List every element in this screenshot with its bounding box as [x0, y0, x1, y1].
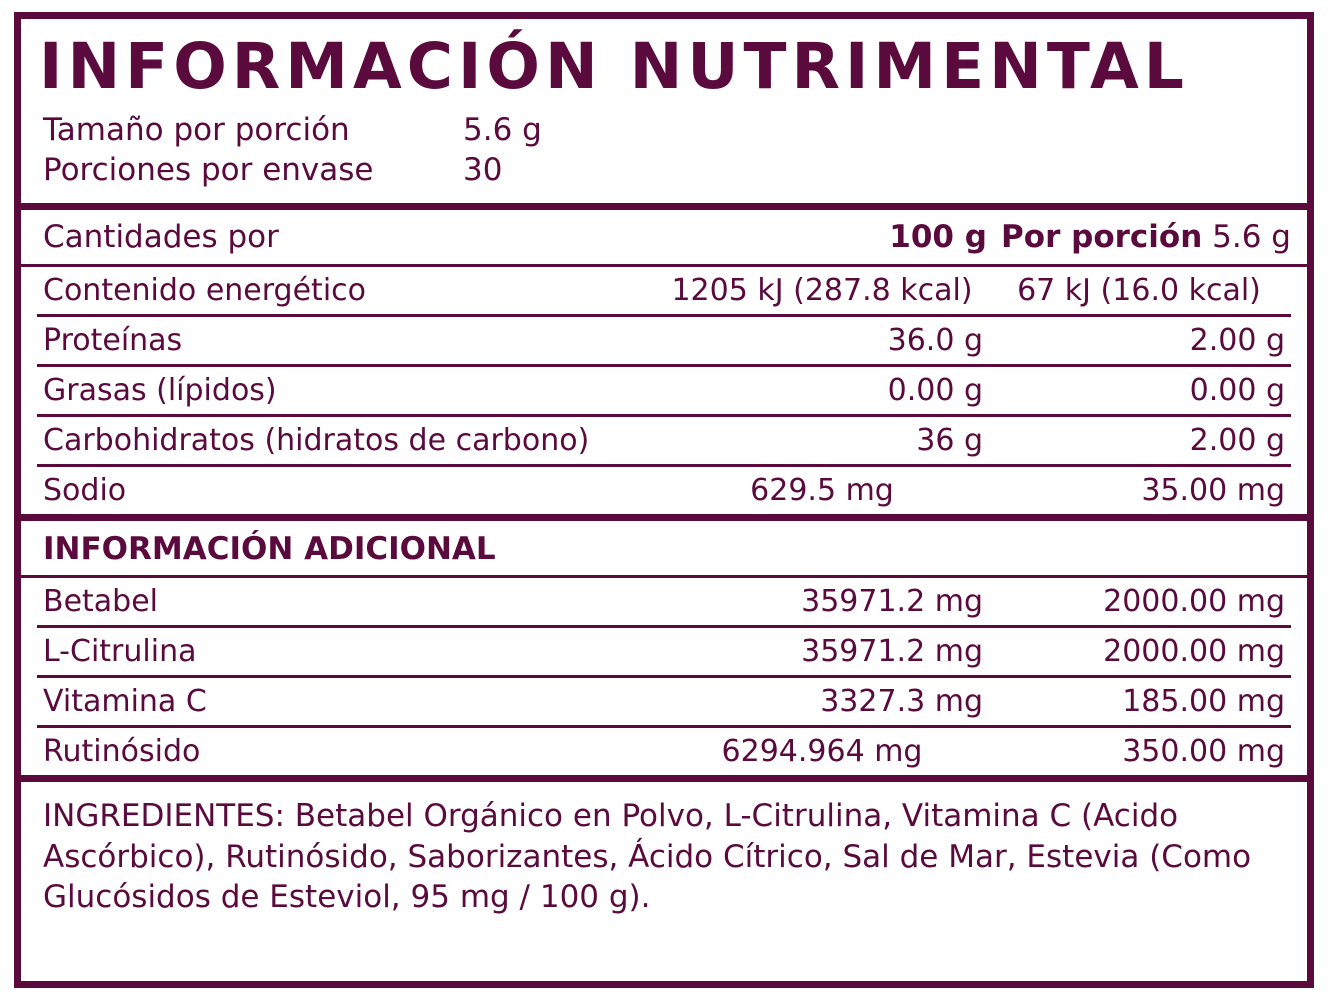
- serving-info-block: [21, 104, 1307, 203]
- additional-name: L-Citrulina: [43, 633, 197, 669]
- table-row: [37, 465, 1291, 514]
- additional-per-100g: 6294.964 mg: [721, 733, 923, 769]
- nutrient-name: Proteínas: [43, 322, 183, 358]
- table-row: [37, 415, 1291, 464]
- servings-per-container-row: [43, 150, 1289, 190]
- nutrient-per-100g: 0.00 g: [887, 372, 983, 408]
- servings-per-container-value: 30: [463, 152, 503, 189]
- nutrient-per-100g: 36 g: [916, 422, 983, 458]
- nutrients-body-table: [37, 267, 1291, 514]
- nutrient-per-100g: 36.0 g: [887, 322, 983, 358]
- nutrient-per-serving: 2.00 g: [1189, 322, 1285, 358]
- additional-name: Betabel: [43, 583, 159, 619]
- additional-table: [37, 578, 1291, 775]
- additional-per-100g: 3327.3 mg: [820, 683, 983, 719]
- table-row: [37, 626, 1291, 675]
- additional-per-serving: 2000.00 mg: [1103, 633, 1285, 669]
- divider-thick-top: [21, 203, 1307, 210]
- ingredients-text: INGREDIENTES: Betabel Orgánico en Polvo, L-Citrulina, Vitamina C (Acido Ascórbico), Rutinósido, Saborizantes, Ácido Cítrico, Sal de Mar, Estevia (Como Glucósidos de Esteviol, 95 mg / 100 g).: [43, 797, 1252, 916]
- nutrient-per-100g: 1205 kJ (287.8 kcal): [671, 272, 973, 308]
- table-header-row: [37, 210, 1291, 264]
- title-block: [21, 19, 1307, 104]
- header-per-100g: 100 g: [889, 218, 987, 255]
- additional-per-100g: 35971.2 mg: [801, 633, 983, 669]
- table-row: [37, 267, 1291, 314]
- nutrient-per-serving: 2.00 g: [1189, 422, 1285, 458]
- table-row: [37, 365, 1291, 414]
- additional-info-title: INFORMACIÓN ADICIONAL: [43, 530, 496, 567]
- nutrient-name: Contenido energético: [43, 272, 366, 308]
- table-row: [37, 578, 1291, 625]
- additional-table-wrap: [21, 578, 1307, 775]
- bottom-spacer: [21, 918, 1307, 981]
- page-title: INFORMACIÓN NUTRIMENTAL: [39, 30, 1189, 103]
- nutrient-per-serving: 35.00 mg: [1141, 472, 1285, 508]
- header-amounts-per: Cantidades por: [43, 218, 279, 255]
- nutrient-per-serving: 0.00 g: [1189, 372, 1285, 408]
- additional-per-100g: 35971.2 mg: [801, 583, 983, 619]
- servings-per-container-label: Porciones por envase: [43, 152, 374, 189]
- additional-name: Rutinósido: [43, 733, 201, 769]
- serving-size-value: 5.6 g: [463, 112, 542, 148]
- additional-per-serving: 2000.00 mg: [1103, 583, 1285, 619]
- nutrient-name: Carbohidratos (hidratos de carbono): [43, 422, 590, 458]
- header-per-serving: [987, 210, 1291, 264]
- header-per-serving-label: Por porción: [1001, 218, 1203, 255]
- serving-size-label: Tamaño por porción: [43, 112, 350, 148]
- additional-name: Vitamina C: [43, 683, 207, 719]
- additional-per-serving: 350.00 mg: [1122, 733, 1285, 769]
- nutrient-name: Sodio: [43, 472, 127, 508]
- nutrients-table: [37, 210, 1291, 264]
- nutrient-per-100g: 629.5 mg: [750, 472, 894, 508]
- divider-thick-ingredients: [21, 775, 1307, 782]
- serving-size-row: [43, 110, 1289, 150]
- nutrient-name: Grasas (lípidos): [43, 372, 277, 408]
- nutrients-table-wrap: [21, 210, 1307, 264]
- table-row: [37, 726, 1291, 775]
- additional-per-serving: 185.00 mg: [1122, 683, 1285, 719]
- divider-thick-additional: [21, 514, 1307, 521]
- table-row: [37, 315, 1291, 364]
- header-per-serving-amount: 5.6 g: [1212, 218, 1291, 255]
- nutrition-facts-panel: [14, 12, 1314, 988]
- nutrient-per-serving: 67 kJ (16.0 kcal): [1017, 272, 1261, 308]
- table-row: [37, 676, 1291, 725]
- nutrients-body-wrap: [21, 267, 1307, 514]
